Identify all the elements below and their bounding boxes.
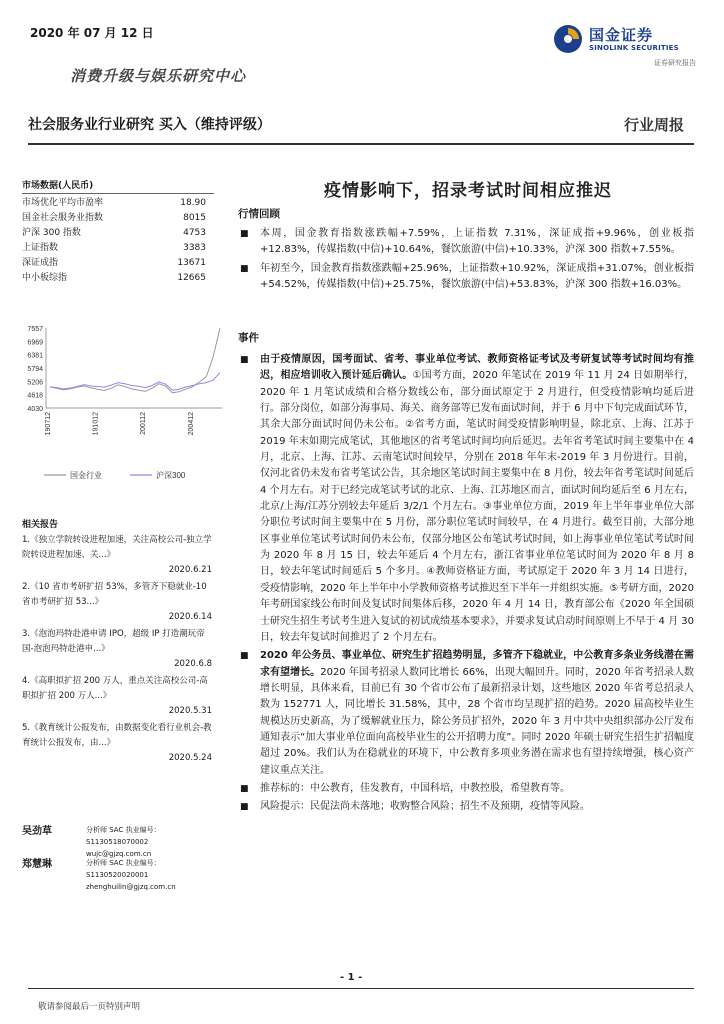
bullet-icon: ■ bbox=[240, 355, 249, 365]
related-report-item[interactable]: 4.《高职拟扩招 200 万人，重点关注高校公司-高职拟扩招 200 万人...》 2020.5.31 bbox=[22, 676, 212, 716]
related-reports-list bbox=[22, 533, 212, 768]
y-tick-label: 5206 bbox=[27, 379, 43, 387]
review-paragraph: ■ 年初至今，国金教育指数涨跌幅+25.96%，上证指数+10.92%，深证成指+31.07%，创业板指+54.52%，传媒指数(中信)+25.75%，餐饮旅游(中信)+53.83%，沪深 300 指数+16.03%。 bbox=[240, 262, 694, 291]
report-type: 行业周报 bbox=[623, 116, 684, 134]
market-row: 沪深 300 指数 4753 bbox=[22, 228, 206, 238]
review-block bbox=[238, 226, 694, 293]
y-tick-label: 4030 bbox=[27, 406, 43, 413]
legend-label: 国金行业 bbox=[70, 471, 102, 480]
index-comparison-chart bbox=[22, 320, 222, 490]
y-tick-label: 6381 bbox=[27, 352, 43, 360]
market-row: 深证成指 13671 bbox=[22, 258, 206, 268]
analyst-info: 分析师 SAC 执业编号：S1130520020001 zhenghuilin@gjzq.com.cn bbox=[86, 857, 222, 893]
series-line bbox=[50, 328, 220, 393]
bullet-icon: ■ bbox=[240, 651, 249, 662]
analyst-email[interactable]: zhenghuilin@gjzq.com.cn bbox=[86, 883, 176, 891]
review-paragraph: ■ 本周，国金教育指数涨跌幅+7.59%，上证指数 7.31%，深证成指+9.96%，创业板指+12.83%，传媒指数(中信)+10.64%，餐饮旅游(中信)+10.33%，沪深 300 指数+7.55%。 bbox=[240, 228, 694, 256]
section-heading-review: 行情回顾 bbox=[238, 208, 280, 220]
sinolink-logo-icon bbox=[553, 24, 583, 54]
document-title: 疫情影响下，招录考试时间相应推迟 bbox=[324, 181, 612, 201]
bullet-icon: ■ bbox=[240, 802, 249, 813]
events-block bbox=[238, 352, 694, 816]
header-divider bbox=[28, 143, 694, 145]
event-paragraph: ■ 由于疫情原因，国考面试、省考、事业单位考试、教师资格证考试及考研复试等考试时间均有推迟，相应培训收入预计延后确认。①国考方面，2020 年笔试在 2019 年 11 月 24 日如期举行，2020 年 1 月笔试成绩和合格分数线公布，部分面试原定于 2 月进行，但受疫情影响均延后进行。部分岗位，如部分海事局、海关、商务部等已发布面试时间，并于 6 月中下旬完成面试环节，其余大部分面试时间仍未公布。②省考方面，笔试时间受疫情影响明显，除北京、上海、江苏于 2019 年末如期完成笔试，其他地区的省考笔试时间均向后延迟。去年省考笔试时间主要集中在 4 月，北京、上海、江苏、云南笔试时间较早，分别在 2018 年年末-2019 年 3 月份进行。目前，仅河北省仍未发布省考笔试公告，其余地区笔试时间主要集中在 8 月份，较去年省考笔试时间延后 4 个月左右。对于已经完成笔试考试的北京、上海、江苏地区而言，面试时间均延后至 6 月左右，北京/上海/江苏分别较去年延后 3/2/1 个月左右。③事业单位方面，2019 年上半年事业单位大部分职位考试时间主要集中在 5 月份，部分职位笔试时间较早，在 4 月进行。截至目前，大部分地区事业单位笔试考试时间仍未公布，仅部分地区公布笔试考试时间，如上海事业单位笔试考试时间为 2020 年 8 月 15 日，较去年延后 4 个月左右，浙江省事业单位笔试时间为 2020 年 8 月 8 日，较去年笔试时间延后 5 个多月。④教师资格证方面，考试原定于 2020 年 3 月 14 日进行，受疫情影响，2020 年上半年中小学教师资格考试推迟至下半年一并组织实施。⑤考研方面，2020 年考研国家线公布时间及复试时间集体后移，2020 年 4 月 14 日，教育部公布《2020 年全国硕士研究生招生考试考生进入复试的初试成绩基本要求》，并要求复试启动时间原则上不早于 4 月 30 日，较去年复试时间推迟了 2 个月左右。 bbox=[240, 354, 694, 643]
related-report-item[interactable]: 2.《10 省市考研扩招 53%，多管齐下稳就业-10 省市考研扩招 53...》 2020.6.14 bbox=[22, 582, 212, 622]
market-row: 中小板综指 12665 bbox=[22, 273, 206, 283]
event-paragraph: ■ 2020 年公务员、事业单位、研究生扩招趋势明显，多管齐下稳就业，中公教育多条业务线潜在需求有望增长。2020 年国考招录人数同比增长 66%，出现大幅回升。同时，2020 年省考招录人数增长明显，具体来看，目前已有 30 个省市公布了最新招录计划，这些地区 2020 年省考总招录人数为 152771 人，同比增长 31.58%，其中，28 个省市均呈现扩招的趋势。2020 届高校毕业生规模达历史新高，为了缓解就业压力，除公务员扩招外，2020 年 3 月中共中央组织部办公厅发布通知表示“加大事业单位面向高校毕业生的公开招聘力度”。同时 2020 年硕士研究生招生扩招幅度超过 20%。我们认为在稳就业的环境下，中公教育多项业务潜在需求也有望持续增强，核心资产建议重点关注。 bbox=[240, 650, 694, 776]
analyst-name: 吴劲草 bbox=[22, 826, 52, 837]
x-tick-label: 200412 bbox=[187, 412, 195, 436]
analyst-name: 郑慧琳 bbox=[22, 859, 52, 870]
footer-divider bbox=[28, 988, 694, 989]
bullet-icon: ■ bbox=[240, 783, 249, 794]
y-tick-label: 5794 bbox=[27, 365, 43, 373]
x-tick-label: 191012 bbox=[92, 412, 100, 436]
bullet-icon: ■ bbox=[240, 263, 249, 274]
market-row: 市场优化平均市盈率 18.90 bbox=[22, 198, 206, 208]
related-report-item[interactable]: 1.《独立学院转设进程加速，关注高校公司-独立学院转设进程加速、关...》 2020.6.21 bbox=[22, 535, 212, 575]
y-tick-label: 4618 bbox=[27, 392, 43, 400]
market-row: 国金社会服务业指数 8015 bbox=[22, 213, 206, 223]
tagline: 证券研究报告 bbox=[654, 59, 696, 67]
x-tick-label: 190712 bbox=[45, 412, 52, 436]
related-reports-title: 相关报告 bbox=[22, 520, 59, 530]
logo-chinese-name: 国金证券 bbox=[589, 26, 654, 44]
logo-english-name: SINOLINK SECURITIES bbox=[589, 44, 679, 52]
market-row: 上证指数 3383 bbox=[22, 243, 206, 253]
y-tick-label: 6969 bbox=[27, 339, 43, 347]
analyst-info: 分析师 SAC 执业编号：S1130518070002 wujc@gjzq.com.cn bbox=[86, 824, 222, 860]
footer-disclaimer: 敬请参阅最后一页特别声明 bbox=[38, 1002, 141, 1012]
report-title: 社会服务业行业研究 买入（维持评级） bbox=[28, 117, 271, 133]
related-report-item[interactable]: 5.《教育统计公报发布，由数据变化看行业机会-教育统计公报发布，由...》 2020.5.24 bbox=[22, 723, 212, 763]
report-date: 2020 年 07 月 12 日 bbox=[30, 26, 154, 40]
page-number: - 1 - bbox=[340, 972, 363, 983]
section-heading-events: 事件 bbox=[238, 332, 259, 344]
legend-label: 沪深300 bbox=[156, 471, 186, 480]
analyst-email[interactable]: wujc@gjzq.com.cn bbox=[86, 850, 152, 858]
title-row bbox=[28, 112, 694, 138]
research-center: 消费升级与娱乐研究中心 bbox=[70, 67, 247, 85]
x-tick-label: 200112 bbox=[140, 412, 148, 435]
y-tick-label: 7557 bbox=[27, 326, 43, 333]
market-data-title: 市场数据(人民币) bbox=[22, 178, 214, 194]
risk-paragraph: ■ 风险提示：民促法尚未落地；收购整合风险；招生不及预期，疫情等风险。 bbox=[238, 799, 694, 815]
bullet-icon: ■ bbox=[240, 229, 249, 239]
market-data-panel bbox=[22, 178, 214, 286]
recommend-paragraph: ■ 推荐标的：中公教育，佳发教育，中国科培，中教控股，希望教育等。 bbox=[238, 781, 694, 797]
related-report-item[interactable]: 3.《泡泡玛特赴港申请 IPO，超级 IP 打造潮玩帝国-泡泡玛特赴港申...》 2020.6.8 bbox=[22, 629, 212, 669]
